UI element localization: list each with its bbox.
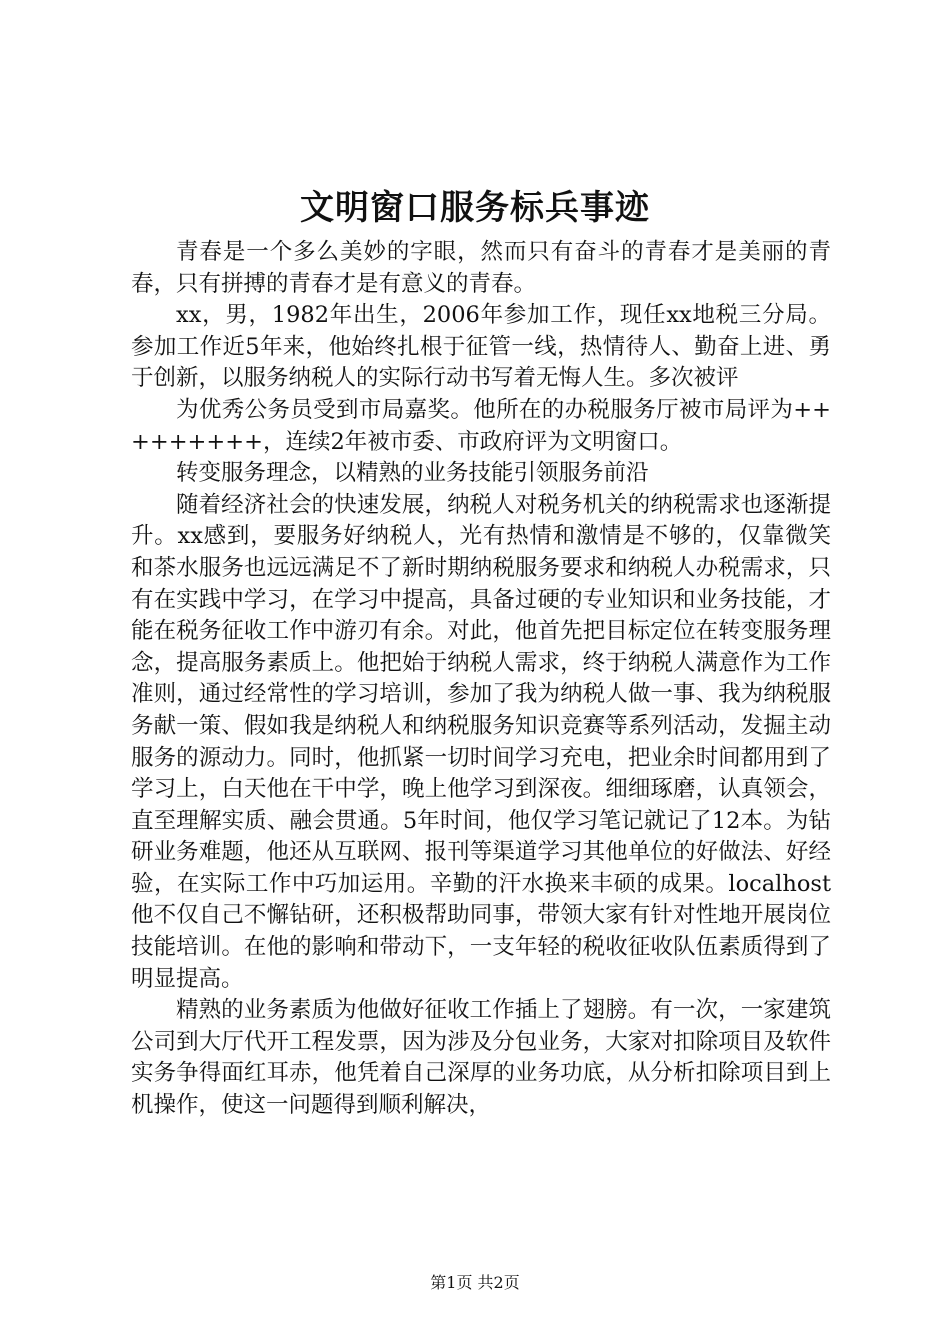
page-number-footer: 第1页 共2页 xyxy=(430,1273,520,1292)
paragraph-honors: 为优秀公务员受到市局嘉奖。他所在的办税服务厅被市局评为+++++++++，连续2年被市委、市政府评为文明窗口。 xyxy=(131,396,831,455)
document-title: 文明窗口服务标兵事迹 xyxy=(300,188,650,228)
document-body xyxy=(131,237,831,1122)
paragraph-study: 随着经济社会的快速发展，纳税人对税务机关的纳税需求也逐渐提升。xx感到，要服务好纳税人，光有热情和激情是不够的，仅靠微笑和茶水服务也远远满足不了新时期纳税服务要求和纳税人办税需求，只有在实践中学习，在学习中提高，具备过硬的专业知识和业务技能，才能在税务征收工作中游刃有余。对此，他首先把目标定位在转变服务理念，提高服务素质上。他把始于纳税人需求，终于纳税人满意作为工作准则，通过经常性的学习培训，参加了我为纳税人做一事、我为纳税服务献一策、假如我是纳税人和纳税服务知识竞赛等系列活动，发掘主动服务的源动力。同时，他抓紧一切时间学习充电，把业余时间都用到了学习上，白天他在干中学，晚上他学习到深夜。细细琢磨，认真领会，直至理解实质、融会贯通。5年时间，他仅学习笔记就记了12本。为钻研业务难题，他还从互联网、报刊等渠道学习其他单位的好做法、好经验，在实际工作中巧加运用。辛勤的汗水换来丰硕的成果。localhost他不仅自己不懈钻研，还积极帮助同事，带领大家有针对性地开展岗位技能培训。在他的影响和带动下，一支年轻的税收征收队伍素质得到了明显提高。 xyxy=(131,491,831,992)
paragraph-skill: 精熟的业务素质为他做好征收工作插上了翅膀。有一次，一家建筑公司到大厅代开工程发票，因为涉及分包业务，大家对扣除项目及软件实务争得面红耳赤，他凭着自己深厚的业务功底，从分析扣除项目到上机操作，使这一问题得到顺利解决， xyxy=(131,997,831,1119)
section-heading: 转变服务理念，以精熟的业务技能引领服务前沿 xyxy=(176,460,649,487)
paragraph-profile: xx，男，1982年出生，2006年参加工作，现任xx地税三分局。参加工作近5年来，他始终扎根于征管一线，热情待人、勤奋上进、勇于创新，以服务纳税人的实际行动书写着无悔人生。多次被评 xyxy=(131,302,831,392)
paragraph-intro: 青春是一个多么美妙的字眼，然而只有奋斗的青春才是美丽的青春，只有拼搏的青春才是有意义的青春。 xyxy=(131,239,831,297)
